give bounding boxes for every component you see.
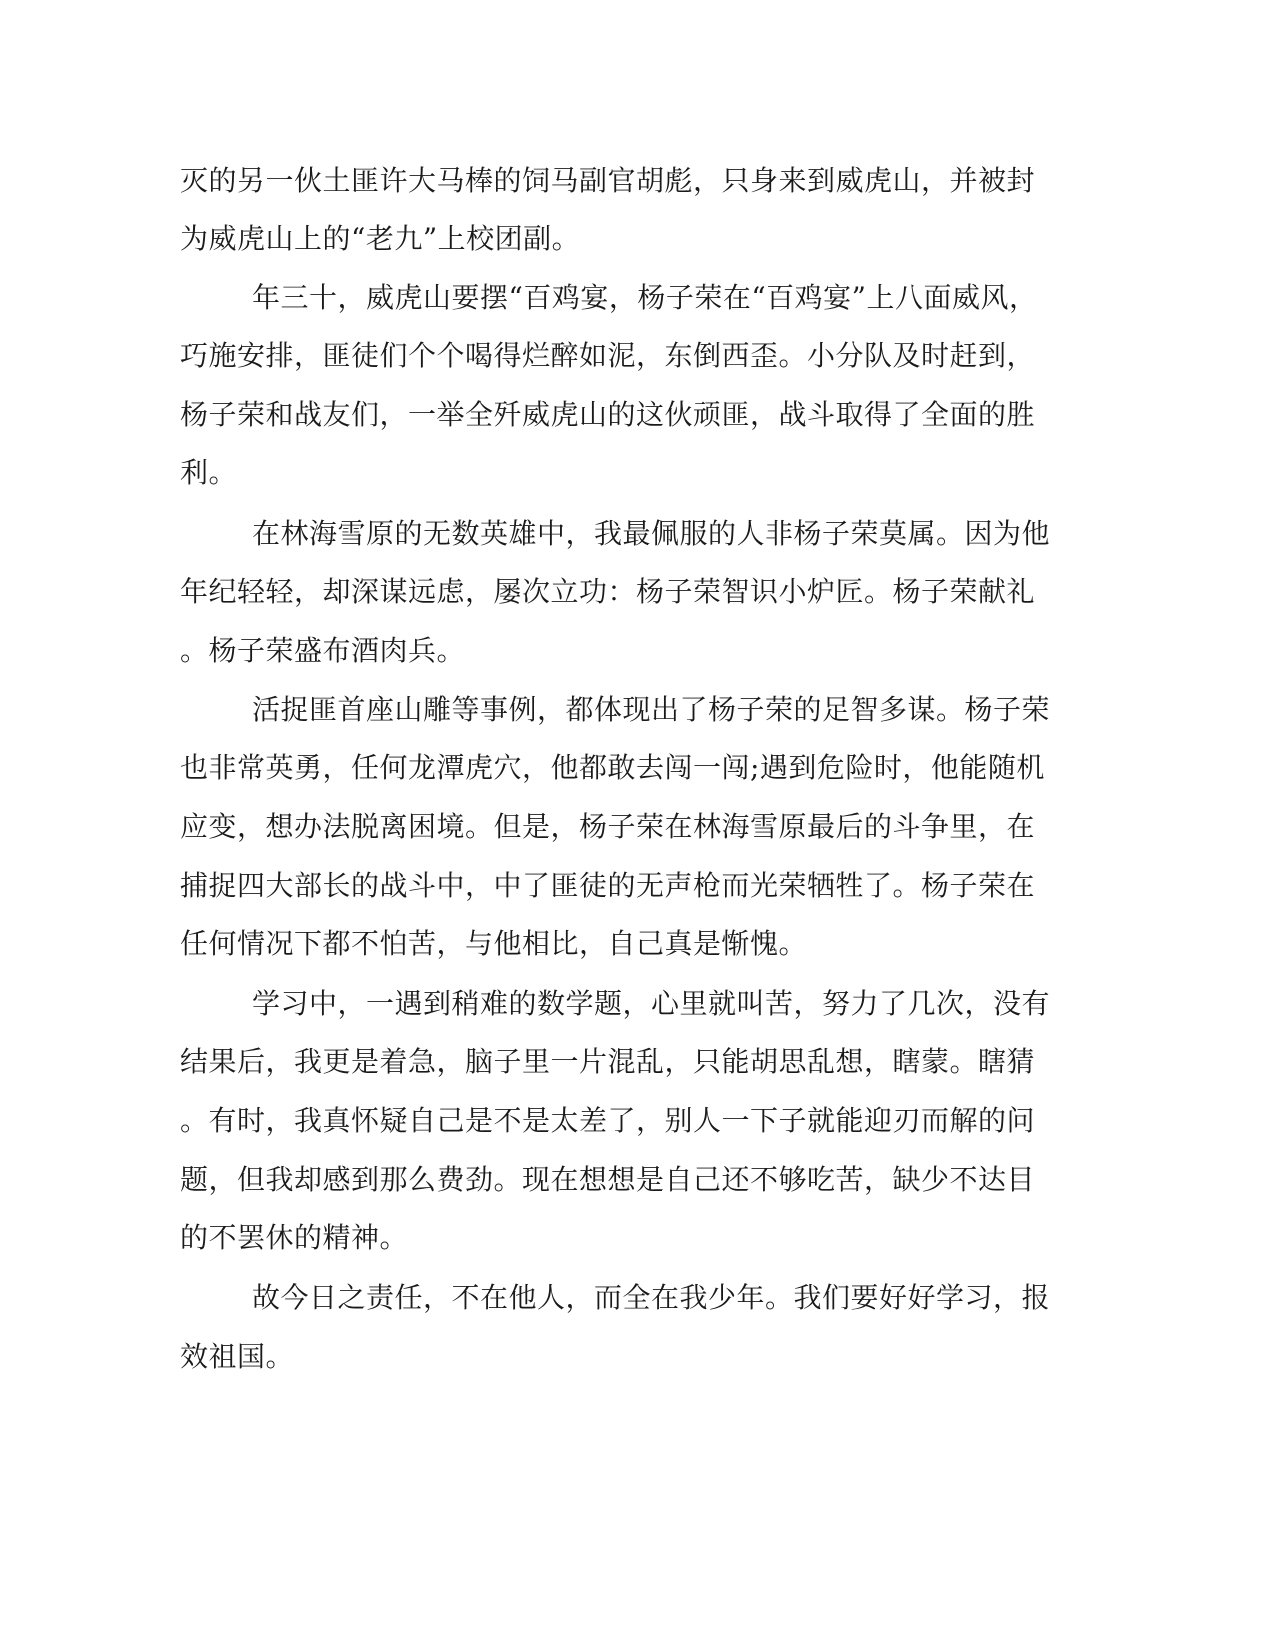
text-line [0,1218,1275,1258]
text-line [0,807,1275,847]
text-line-content: 题，但我却感到那么费劲。现在想想是自己还不够吃苦，缺少不达目 [180,1163,1036,1196]
text-line [0,161,1275,201]
paragraph-first-line [0,278,1275,318]
paragraph-first-line [0,514,1275,554]
text-line [0,1337,1275,1377]
text-line-content: 故今日之责任，不在他人，而全在我少年。我们要好好学习，报 [252,1281,1051,1314]
text-line-content: 活捉匪首座山雕等事例，都体现出了杨子荣的足智多谋。杨子荣 [252,693,1051,726]
paragraph-first-line [0,690,1275,730]
text-line-content: 灭的另一伙土匪许大马棒的饲马副官胡彪，只身来到威虎山，并被封 [180,164,1036,197]
text-line [0,572,1275,612]
text-line [0,631,1275,671]
text-line-content: 也非常英勇，任何龙潭虎穴，他都敢去闯一闯;遇到危险时，他能随机 [180,751,1045,784]
text-line [0,1101,1275,1141]
text-line-content: 利。 [180,456,238,489]
text-line [0,395,1275,435]
text-line-content: 。杨子荣盛布酒肉兵。 [180,634,466,667]
text-line [0,1160,1275,1200]
text-line-content: 年纪轻轻，却深谋远虑，屡次立功：杨子荣智识小炉匠。杨子荣献礼 [180,575,1036,608]
text-line [0,866,1275,906]
text-line-content: 结果后，我更是着急，脑子里一片混乱，只能胡思乱想，瞎蒙。瞎猜 [180,1045,1036,1078]
text-line [0,748,1275,788]
text-line-content: 。有时，我真怀疑自己是不是太差了，别人一下子就能迎刃而解的问 [180,1104,1036,1137]
text-line-content: 效祖国。 [180,1340,295,1373]
text-line-content: 为威虎山上的“老九”上校团副。 [180,222,581,255]
text-line-content: 学习中，一遇到稍难的数学题，心里就叫苦，努力了几次，没有 [252,987,1051,1020]
text-line-content: 杨子荣和战友们，一举全歼威虎山的这伙顽匪，战斗取得了全面的胜 [180,398,1036,431]
text-line [0,924,1275,964]
text-line [0,336,1275,376]
text-line-content: 的不罢休的精神。 [180,1221,409,1254]
text-line-content: 巧施安排，匪徒们个个喝得烂醉如泥，东倒西歪。小分队及时赶到， [180,339,1036,372]
text-line-content: 捕捉四大部长的战斗中，中了匪徒的无声枪而光荣牺牲了。杨子荣在 [180,869,1036,902]
text-line-content: 年三十，威虎山要摆“百鸡宴，杨子荣在“百鸡宴”上八面威风， [252,281,1038,314]
text-line [0,1042,1275,1082]
paragraph-first-line [0,984,1275,1024]
text-line [0,453,1275,493]
text-line-content: 应变，想办法脱离困境。但是，杨子荣在林海雪原最后的斗争里，在 [180,810,1036,843]
text-line [0,219,1275,259]
paragraph-first-line [0,1278,1275,1318]
text-line-content: 任何情况下都不怕苦，与他相比，自己真是惭愧。 [180,927,808,960]
text-line-content: 在林海雪原的无数英雄中，我最佩服的人非杨子荣莫属。因为他 [252,517,1051,550]
